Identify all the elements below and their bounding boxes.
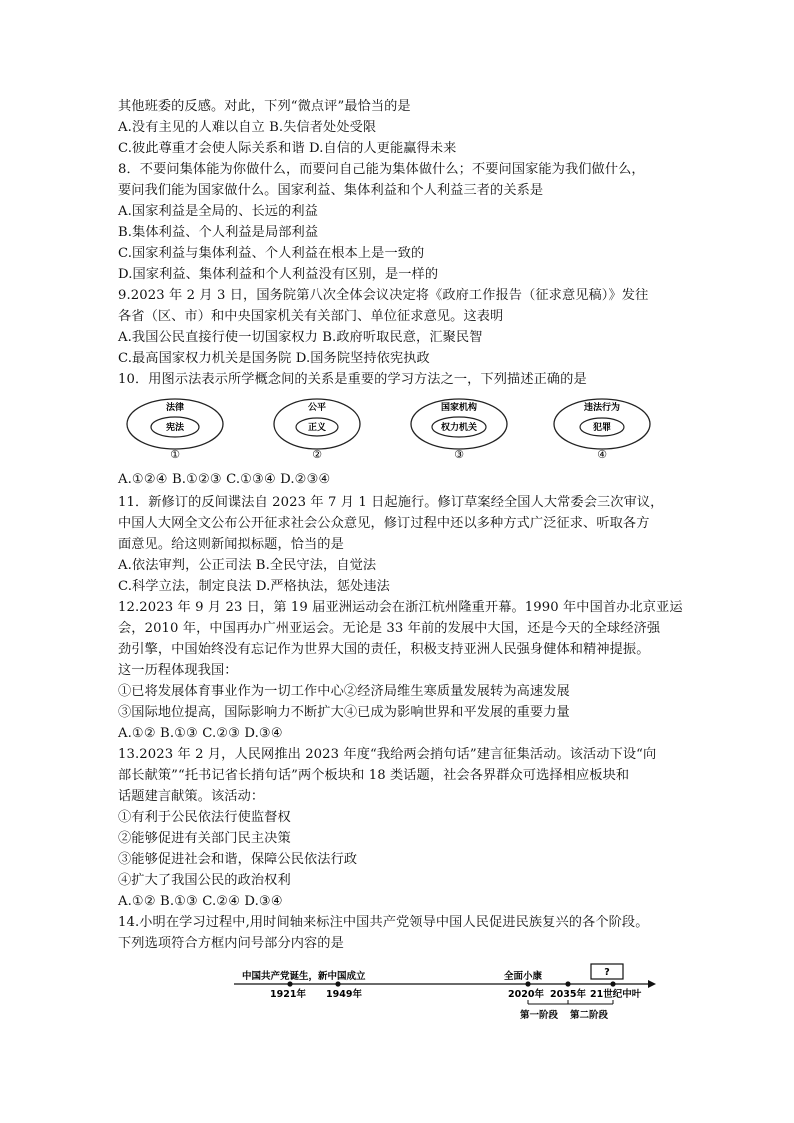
diagram-inner-label: 犯罪	[592, 423, 612, 433]
text-line: ③能够促进社会和谐，保障公民依法行政	[118, 852, 358, 867]
text-line: A.依法审判，公正司法 B.全民守法，自觉法	[118, 558, 377, 573]
diagram-item-1	[127, 399, 223, 461]
text-line: 各省（区、市）和中央国家机关有关部门、单位征求意见。这表明	[118, 309, 504, 324]
diagram-inner-label: 正义	[307, 423, 327, 433]
text-line: ①有利于公民依法行使监督权	[118, 810, 291, 825]
diagram-inner-label: 权力机关	[440, 423, 478, 433]
text-line: A.没有主见的人难以自立 B.失信者处处受限	[118, 120, 377, 135]
diagram-outer-label: 违法行为	[583, 403, 621, 413]
text-line: 话题建言献策。该活动：	[118, 789, 265, 804]
timeline-event-label: 中国共产党诞生，新中国成立	[242, 971, 366, 982]
diagram-number: ③	[454, 448, 464, 461]
diagram-number: ④	[597, 448, 607, 461]
text-line: 要问我们能为国家做什么。国家利益、集体利益和个人利益三者的关系是	[118, 183, 544, 198]
timeline-year: 2035年	[550, 989, 586, 1000]
text-line: 10．用图示法表示所学概念间的关系是重要的学习方法之一，下列描述正确的是	[118, 372, 587, 387]
text-line: 14.小明在学习过程中,用时间轴来标注中国共产党领导中国人民促进民族复兴的各个阶段。	[118, 915, 649, 930]
timeline-stage-label: 第二阶段	[570, 1010, 609, 1021]
text-line: 9.2023 年 2 月 3 日，国务院第八次全体会议决定将《政府工作报告（征求意见稿）》发往	[118, 288, 649, 303]
question-mark: ?	[604, 967, 610, 978]
text-line: 面意见。给这则新闻拟标题，恰当的是	[118, 537, 344, 552]
text-line: ①已将发展体育事业作为一切工作中心②经济局维生寒质量发展转为高速发展	[118, 684, 570, 699]
text-line: 13.2023 年 2 月，人民网推出 2023 年度“我给两会捎句话”建言征集活动。该活动下设“向	[118, 747, 657, 762]
text-line: ④扩大了我国公民的政治权利	[118, 873, 291, 888]
diagram-inner-label: 宪法	[165, 423, 185, 433]
diagram-item-4	[554, 399, 650, 461]
text-line: 会，2010 年，中国再办广州亚运会。无论是 33 年前的发展中大国，还是今天的全球经济强	[118, 621, 661, 636]
text-line: 11．新修订的反间谍法自 2023 年 7 月 1 日起施行。修订草案经全国人大常委会三次审议，	[118, 495, 664, 510]
text-line: 这一历程体现我国：	[118, 663, 238, 678]
timeline-year: 1921年	[270, 989, 306, 1000]
text-line: A.我国公民直接行使一切国家权力 B.政府听取民意，汇聚民智	[118, 330, 483, 345]
text-line: 其他班委的反感。对此，下列“微点评”最恰当的是	[118, 99, 411, 114]
text-line: ③国际地位提高，国际影响力不断扩大④已成为影响世界和平发展的重要力量	[118, 705, 570, 720]
diagram-item-2	[274, 399, 360, 461]
text-line: A.国家利益是全局的、长远的利益	[118, 204, 318, 219]
diagram-number: ②	[312, 448, 322, 461]
diagram-item-3	[411, 399, 507, 461]
text-line: A.①② B.①③ C.②③ D.③④	[118, 726, 283, 741]
timeline-year: 1949年	[326, 989, 362, 1000]
timeline-year: 2020年	[508, 989, 544, 1000]
diagram-outer-label: 法律	[165, 403, 185, 413]
text-line: C.彼此尊重才会使人际关系和谐 D.自信的人更能赢得未来	[118, 141, 457, 156]
diagram-number: ①	[170, 448, 180, 461]
text-line: 12.2023 年 9 月 23 日，第 19 届亚洲运动会在浙江杭州隆重开幕。1990 年中国首办北京亚运	[118, 600, 683, 615]
text-line: 下列选项符合方框内问号部分内容的是	[118, 936, 344, 951]
diagram-outer-label: 国家机构	[440, 403, 478, 413]
text-line: A.①② B.①③ C.②④ D.③④	[118, 894, 283, 909]
text-line: ②能够促进有关部门民主决策	[118, 831, 291, 846]
diagram-outer-label: 公平	[307, 403, 327, 413]
text-line: 劲引擎，中国始终没有忘记作为世界大国的责任，积极支持亚洲人民强身健体和精神提振。	[118, 642, 650, 657]
timeline-stage-label: 第一阶段	[520, 1010, 559, 1021]
text-line: 部长献策”“托书记省长捎句话”两个板块和 18 类话题，社会各界群众可选择相应板块和	[118, 768, 630, 783]
text-line: C.最高国家权力机关是国务院 D.国务院坚持依宪执政	[118, 351, 430, 366]
concept-diagram	[118, 394, 678, 464]
text-line: D.国家利益、集体利益和个人利益没有区别，是一样的	[118, 267, 439, 282]
text-line: A.①②④ B.①②③ C.①③④ D.②③④	[118, 472, 331, 487]
text-line: B.集体利益、个人利益是局部利益	[118, 225, 319, 240]
text-line: C.国家利益与集体利益、个人利益在根本上是一致的	[118, 246, 425, 261]
text-line: 8．不要问集体能为你做什么，而要问自己能为集体做什么；不要问国家能为我们做什么，	[118, 162, 645, 177]
timeline-year: 21世纪中叶	[590, 989, 642, 1000]
timeline-event-label: 全面小康	[504, 971, 543, 982]
timeline-figure	[230, 962, 660, 1022]
text-line: 中国人大网全文公布公开征求社会公众意见，修订过程中还以多种方式广泛征求、听取各方	[118, 516, 650, 531]
text-line: C.科学立法，制定良法 D.严格执法，惩处违法	[118, 579, 390, 594]
